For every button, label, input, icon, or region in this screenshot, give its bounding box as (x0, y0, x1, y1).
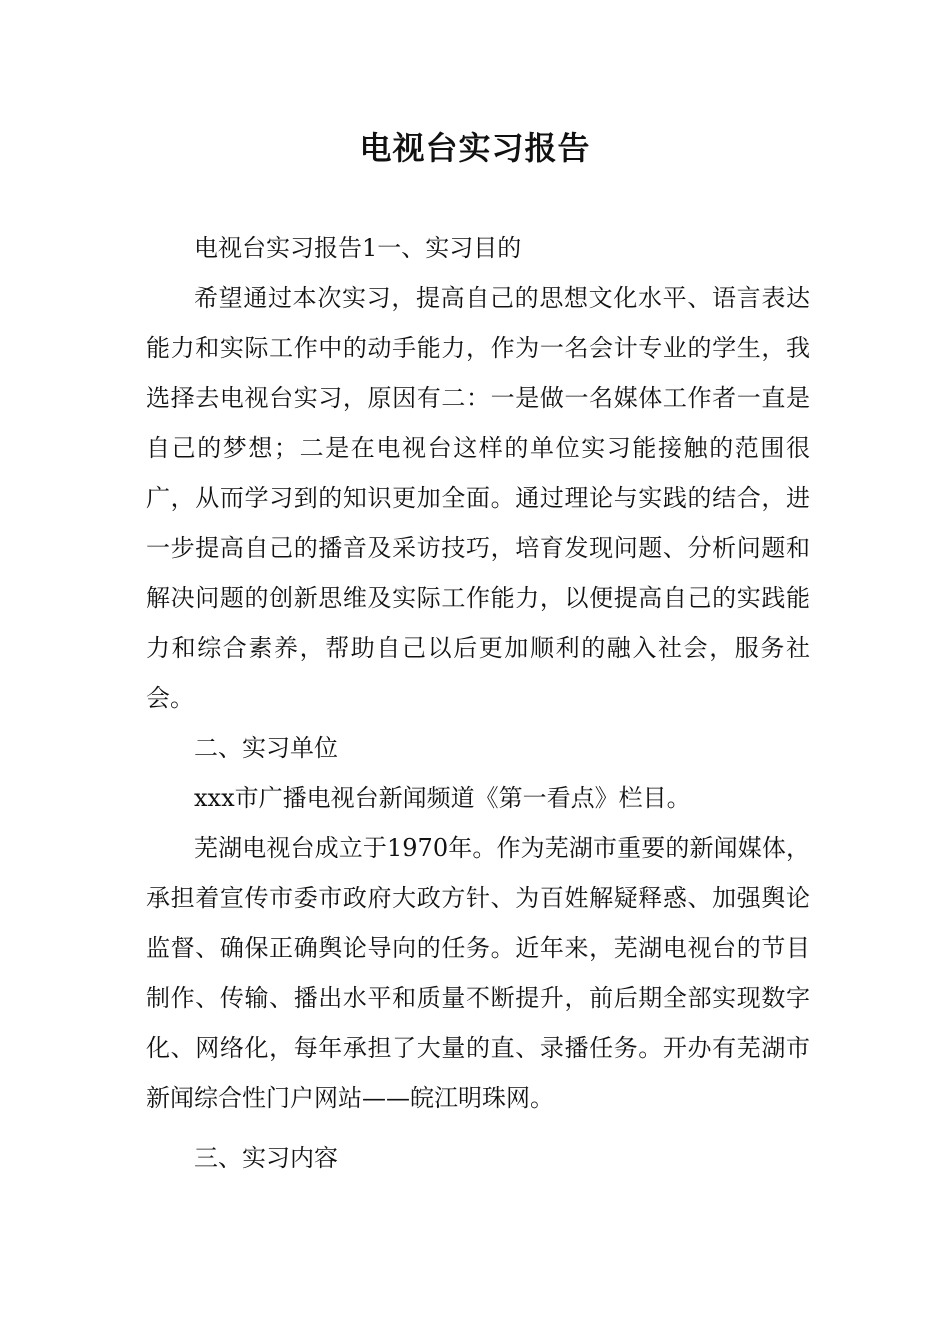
section-heading-content: 三、实习内容 (194, 1144, 338, 1172)
paragraph-unit-name: xxx市广播电视台新闻频道《第一看点》栏目。 (194, 784, 691, 812)
paragraph-purpose: 希望通过本次实习，提高自己的思想文化水平、语言表达能力和实际工作中的动手能力，作为一名会计专业的学生，我选择去电视台实习，原因有二：一是做一名媒体工作者一直是自己的梦想；二是在电视台这样的单位实习能接触的范围很广，从而学习到的知识更加全面。通过理论与实践的结合，进一步提高自己的播音及采访技巧，培育发现问题、分析问题和解决问题的创新思维及实际工作能力，以便提高自己的实践能力和综合素养，帮助自己以后更加顺利的融入社会，服务社会。 (146, 284, 810, 712)
paragraph-spacer (146, 1123, 810, 1133)
document-title: 电视台实习报告 (359, 129, 591, 167)
section-heading-unit: 二、实习单位 (194, 734, 338, 762)
document-body (146, 223, 810, 1183)
paragraph-unit-description: 芜湖电视台成立于1970年。作为芜湖市重要的新闻媒体，承担着宣传市委市政府大政方针、为百姓解疑释惑、加强舆论监督、确保正确舆论导向的任务。近年来，芜湖电视台的节目制作、传输、播出水平和质量不断提升，前后期全部实现数字化、网络化，每年承担了大量的直、录播任务。开办有芜湖市新闻综合性门户网站——皖江明珠网。 (146, 834, 810, 1112)
section-heading-purpose: 电视台实习报告1一、实习目的 (194, 234, 522, 262)
